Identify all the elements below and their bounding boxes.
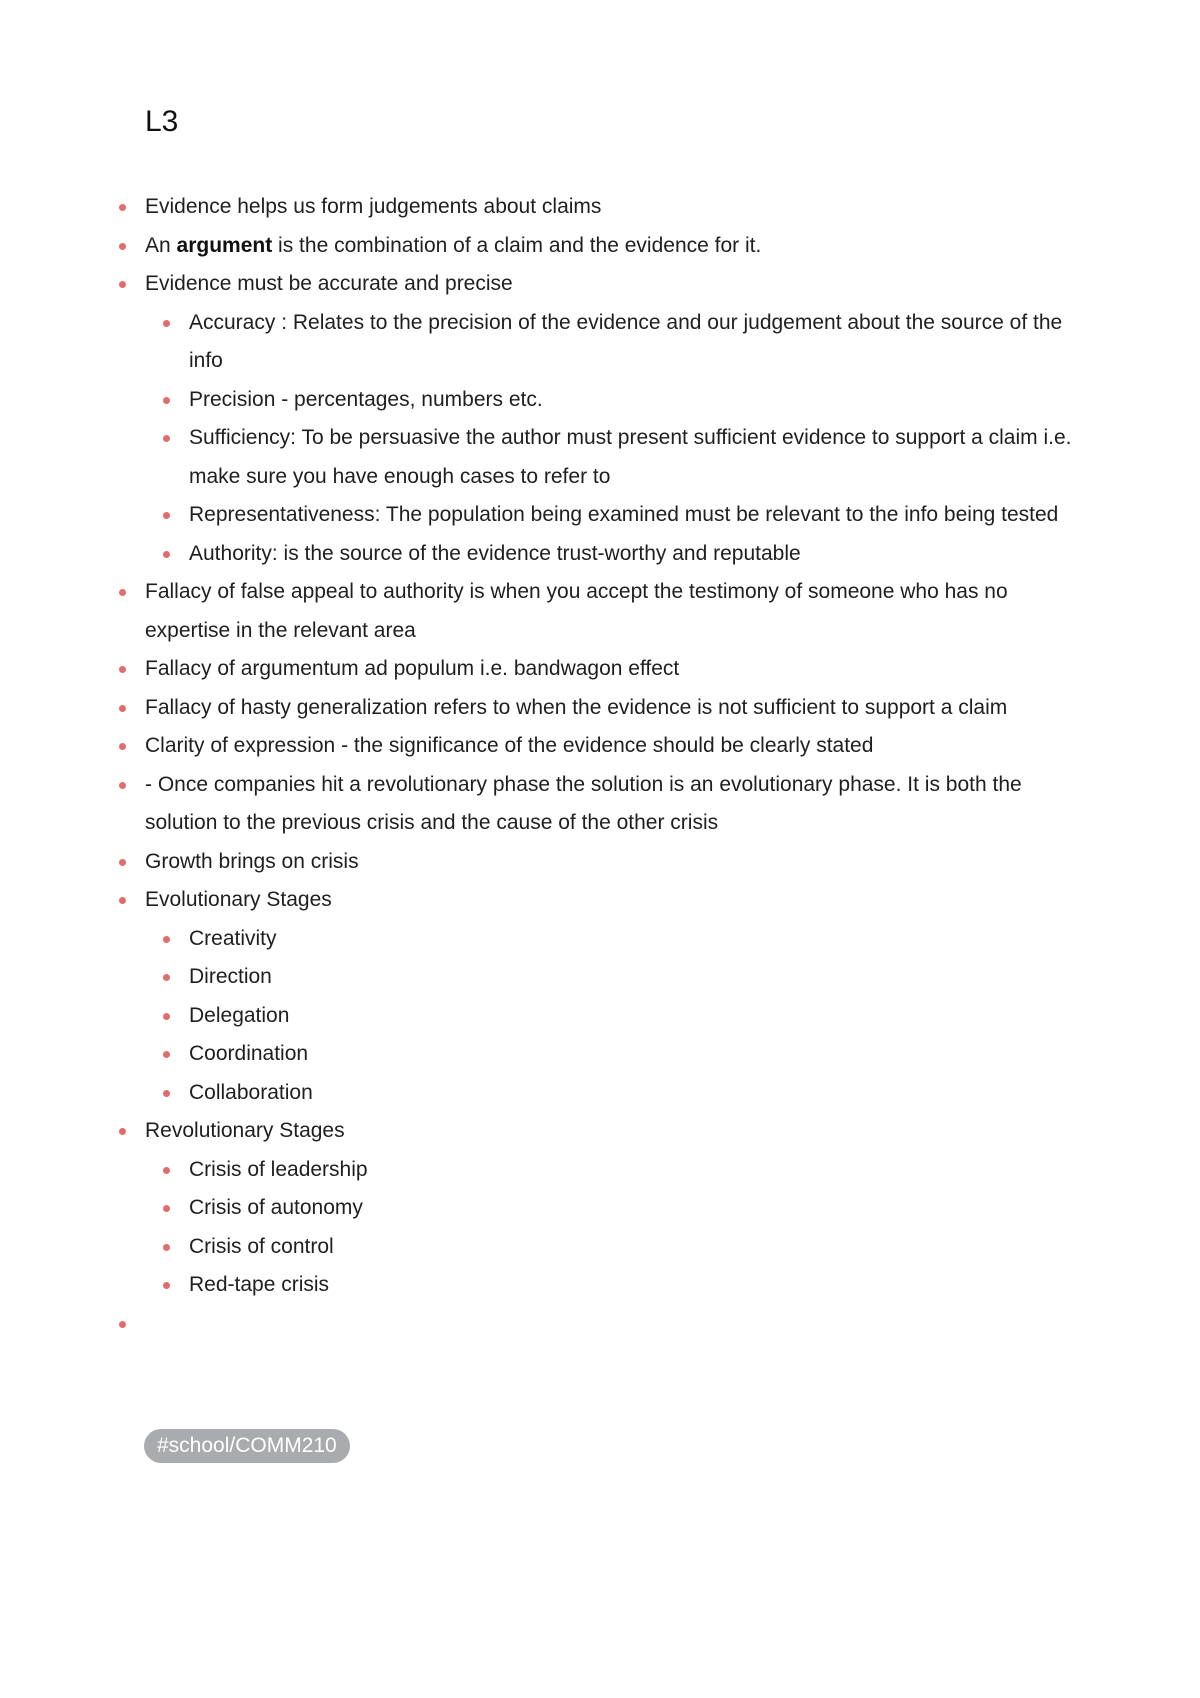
bullet-dot-icon (119, 204, 126, 211)
sub-list-item-text: Coordination (189, 1042, 309, 1065)
sub-list-item-text: Red-tape crisis (189, 1273, 330, 1296)
list-item-text: Fallacy of hasty generalization refers to when the evidence is not sufficient to support a claim (145, 695, 1008, 719)
list-item (145, 881, 1075, 1112)
bullet-dot-icon (119, 705, 126, 712)
sub-list-item-text: Authority: is the source of the evidence trust-worthy and reputable (189, 541, 801, 565)
sub-list (145, 1151, 1075, 1305)
list-item (145, 689, 1075, 728)
sub-list-item-text: Creativity (189, 926, 277, 950)
bullet-dot-icon (119, 1128, 126, 1135)
tag-chip[interactable]: #school/COMM210 (144, 1429, 350, 1463)
sub-list-item (189, 1151, 1075, 1190)
bullet-dot-icon (163, 320, 170, 327)
sub-list-item (189, 920, 1075, 959)
empty-line (145, 1305, 1075, 1344)
list-item (145, 573, 1075, 650)
list-item-text: Evidence helps us form judgements about claims (145, 195, 602, 218)
list-item (145, 727, 1075, 766)
bullet-dot-icon (163, 1051, 170, 1058)
sub-list-item-text: Accuracy : Relates to the precision of the evidence and our judgement about the source of the info (189, 310, 1063, 372)
sub-list-item (189, 1228, 1075, 1267)
bullet-dot-icon (119, 897, 126, 904)
bullet-dot-icon (163, 435, 170, 442)
list-item-text: Clarity of expression - the significance of the evidence should be clearly stated (145, 734, 874, 757)
list-item (145, 766, 1075, 843)
sub-list-item (189, 1189, 1075, 1228)
sub-list (145, 304, 1075, 574)
sub-list-item (189, 304, 1075, 381)
list-item-text: Fallacy of argumentum ad populum i.e. bandwagon effect (145, 657, 680, 680)
note-title: L3 (145, 105, 179, 138)
list-item-text: Evolutionary Stages (145, 888, 332, 911)
bullet-dot-icon (163, 397, 170, 404)
bullet-dot-icon (163, 1090, 170, 1097)
list-item-text: Fallacy of false appeal to authority is when you accept the testimony of someone who has no expertise in the relevant area (145, 580, 1008, 642)
sub-list-item (189, 381, 1075, 420)
sub-list (145, 920, 1075, 1113)
sub-list-item-text: Delegation (189, 1003, 290, 1027)
bullet-dot-icon (119, 859, 126, 866)
sub-list-item (189, 958, 1075, 997)
sub-list-item-text: Direction (189, 965, 272, 988)
sub-list-item (189, 419, 1075, 496)
bullet-dot-icon (119, 589, 126, 596)
sub-list-item (189, 535, 1075, 574)
bullet-dot-icon (163, 1282, 170, 1289)
sub-list-item-text: Crisis of autonomy (189, 1196, 363, 1219)
sub-list-item (189, 997, 1075, 1036)
sub-list-item-text: Representativeness: The population being examined must be relevant to the info being tested (189, 503, 1059, 526)
list-item (145, 1112, 1075, 1305)
sub-list-item (189, 496, 1075, 535)
bullet-dot-icon (119, 666, 126, 673)
bullet-dot-icon (119, 782, 126, 789)
list-item (145, 188, 1075, 227)
list-item-empty[interactable] (145, 1305, 1075, 1344)
bullet-dot-icon (163, 1244, 170, 1251)
list-item-text-suffix: is the combination of a claim and the evidence for it. (272, 233, 762, 257)
bullet-dot-icon (163, 936, 170, 943)
bullet-dot-icon (163, 551, 170, 558)
bullet-dot-icon (163, 1167, 170, 1174)
list-item (145, 843, 1075, 882)
list-item-text: Revolutionary Stages (145, 1119, 345, 1142)
bullet-dot-icon (119, 281, 126, 288)
list-item-text: - Once companies hit a revolutionary phase the solution is an evolutionary phase. It is both the solution to the previous crisis and the cause of the other crisis (145, 772, 1022, 834)
sub-list-item (189, 1074, 1075, 1113)
bullet-list (145, 188, 1075, 1343)
bullet-dot-icon (163, 512, 170, 519)
bullet-dot-icon (119, 1321, 126, 1328)
sub-list-item-text: Crisis of control (189, 1234, 334, 1258)
bullet-dot-icon (163, 1013, 170, 1020)
list-item (145, 227, 1075, 266)
sub-list-item (189, 1266, 1075, 1305)
list-item (145, 265, 1075, 573)
sub-list-item-text: Precision - percentages, numbers etc. (189, 387, 543, 411)
sub-list-item-text: Sufficiency: To be persuasive the author must present sufficient evidence to support a claim i.e. make sure you have enough cases to refer to (189, 426, 1072, 488)
bullet-dot-icon (163, 1205, 170, 1212)
bullet-dot-icon (163, 974, 170, 981)
list-item-text-prefix: An (145, 233, 177, 257)
list-item-text: Growth brings on crisis (145, 849, 359, 873)
sub-list-item-text: Collaboration (189, 1080, 313, 1104)
bullet-dot-icon (119, 243, 126, 250)
list-item (145, 650, 1075, 689)
sub-list-item-text: Crisis of leadership (189, 1157, 368, 1181)
bold-term: argument (176, 233, 273, 257)
sub-list-item (189, 1035, 1075, 1074)
list-item-text: Evidence must be accurate and precise (145, 272, 513, 295)
bullet-dot-icon (119, 743, 126, 750)
